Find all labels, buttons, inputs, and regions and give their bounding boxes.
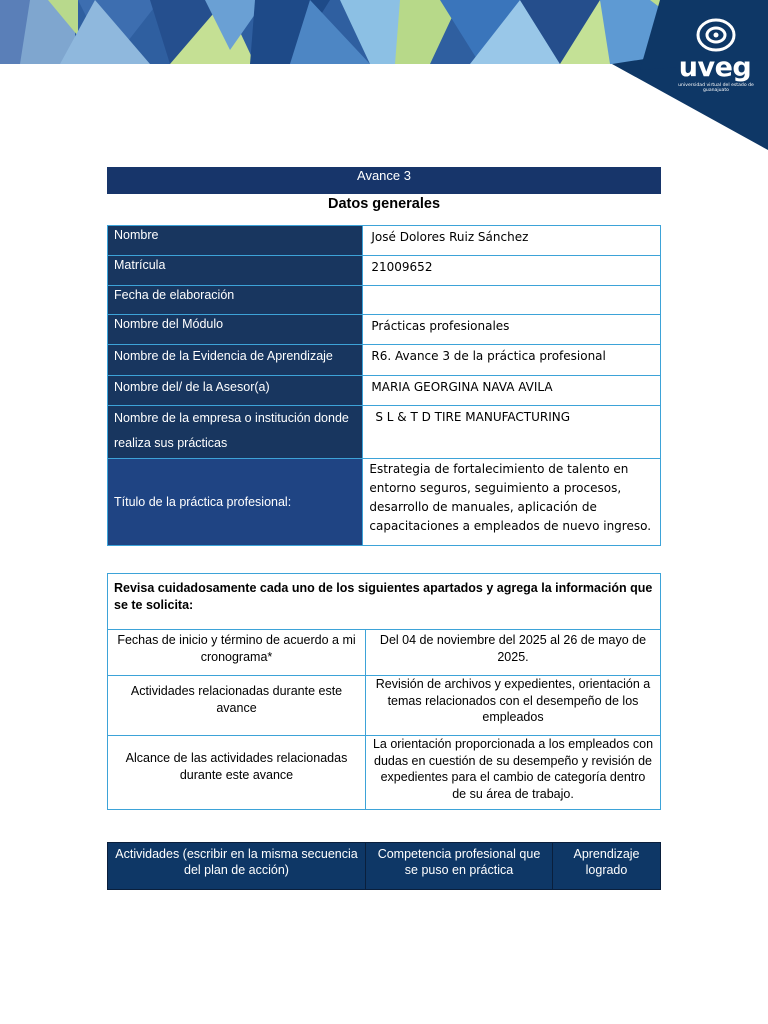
field-label: Fecha de elaboración xyxy=(108,286,363,315)
field-label: Nombre del/ de la Asesor(a) xyxy=(108,376,363,406)
field-label: Título de la práctica profesional: xyxy=(108,459,363,546)
field-value[interactable]: R6. Avance 3 de la práctica profesional xyxy=(363,345,661,376)
review-value[interactable]: La orientación proporcionada a los empleados con dudas en cuestión de su desempeño y revisión de expedientes para el cambio de categoría dentro de su área de trabajo. xyxy=(366,736,661,810)
review-intro: Revisa cuidadosamente cada uno de los siguientes apartados y agrega la información que se te solicita: xyxy=(108,574,661,630)
field-value[interactable]: S L & T D TIRE MANUFACTURING xyxy=(363,406,661,459)
table-row xyxy=(108,459,661,546)
column-header-competence: Competencia profesional que se puso en práctica xyxy=(366,843,553,890)
review-value[interactable]: Del 04 de noviembre del 2025 al 26 de mayo de 2025. xyxy=(366,630,661,676)
review-table xyxy=(107,573,661,810)
table-row xyxy=(108,256,661,286)
field-label: Nombre xyxy=(108,226,363,256)
column-header-activities: Actividades (escribir en la misma secuencia del plan de acción) xyxy=(108,843,366,890)
field-value[interactable]: MARIA GEORGINA NAVA AVILA xyxy=(363,376,661,406)
table-row xyxy=(108,676,661,736)
section-title: Datos generales xyxy=(327,196,441,212)
table-row xyxy=(108,376,661,406)
general-data-table xyxy=(107,225,661,546)
column-header-learning: Aprendizaje logrado xyxy=(553,843,661,890)
document-title-bar: Avance 3 xyxy=(107,167,661,194)
table-row xyxy=(108,315,661,345)
table-row xyxy=(108,286,661,315)
field-label: Matrícula xyxy=(108,256,363,286)
header-banner xyxy=(0,0,768,150)
field-label: Nombre de la Evidencia de Aprendizaje xyxy=(108,345,363,376)
table-row xyxy=(108,574,661,630)
field-value[interactable] xyxy=(363,286,661,315)
uveg-logo: uveg xyxy=(678,52,752,83)
review-label: Fechas de inicio y término de acuerdo a mi cronograma* xyxy=(108,630,366,676)
table-header-row xyxy=(108,843,661,890)
field-label: Nombre de la empresa o institución donde realiza sus prácticas xyxy=(108,406,363,459)
field-label: Nombre del Módulo xyxy=(108,315,363,345)
field-value[interactable]: 21009652 xyxy=(363,256,661,286)
table-row xyxy=(108,345,661,376)
table-row xyxy=(108,226,661,256)
field-value[interactable]: Prácticas profesionales xyxy=(363,315,661,345)
table-row xyxy=(108,630,661,676)
table-row xyxy=(108,406,661,459)
review-label: Actividades relacionadas durante este avance xyxy=(108,676,366,736)
review-value[interactable]: Revisión de archivos y expedientes, orientación a temas relacionados con el desempeño de los empleados xyxy=(366,676,661,736)
field-value[interactable]: José Dolores Ruiz Sánchez xyxy=(363,226,661,256)
uveg-emblem-icon xyxy=(695,16,737,54)
table-row xyxy=(108,736,661,810)
activities-table xyxy=(107,842,661,890)
review-label: Alcance de las actividades relacionadas durante este avance xyxy=(108,736,366,810)
field-value[interactable]: Estrategia de fortalecimiento de talento en entorno seguros, seguimiento a procesos, desarrollo de manuales, aplicación de capacitaciones a empleados de nuevo ingreso. xyxy=(363,459,661,546)
uveg-logo-subtext: universidad virtual del estado de guanajuato xyxy=(678,83,754,93)
